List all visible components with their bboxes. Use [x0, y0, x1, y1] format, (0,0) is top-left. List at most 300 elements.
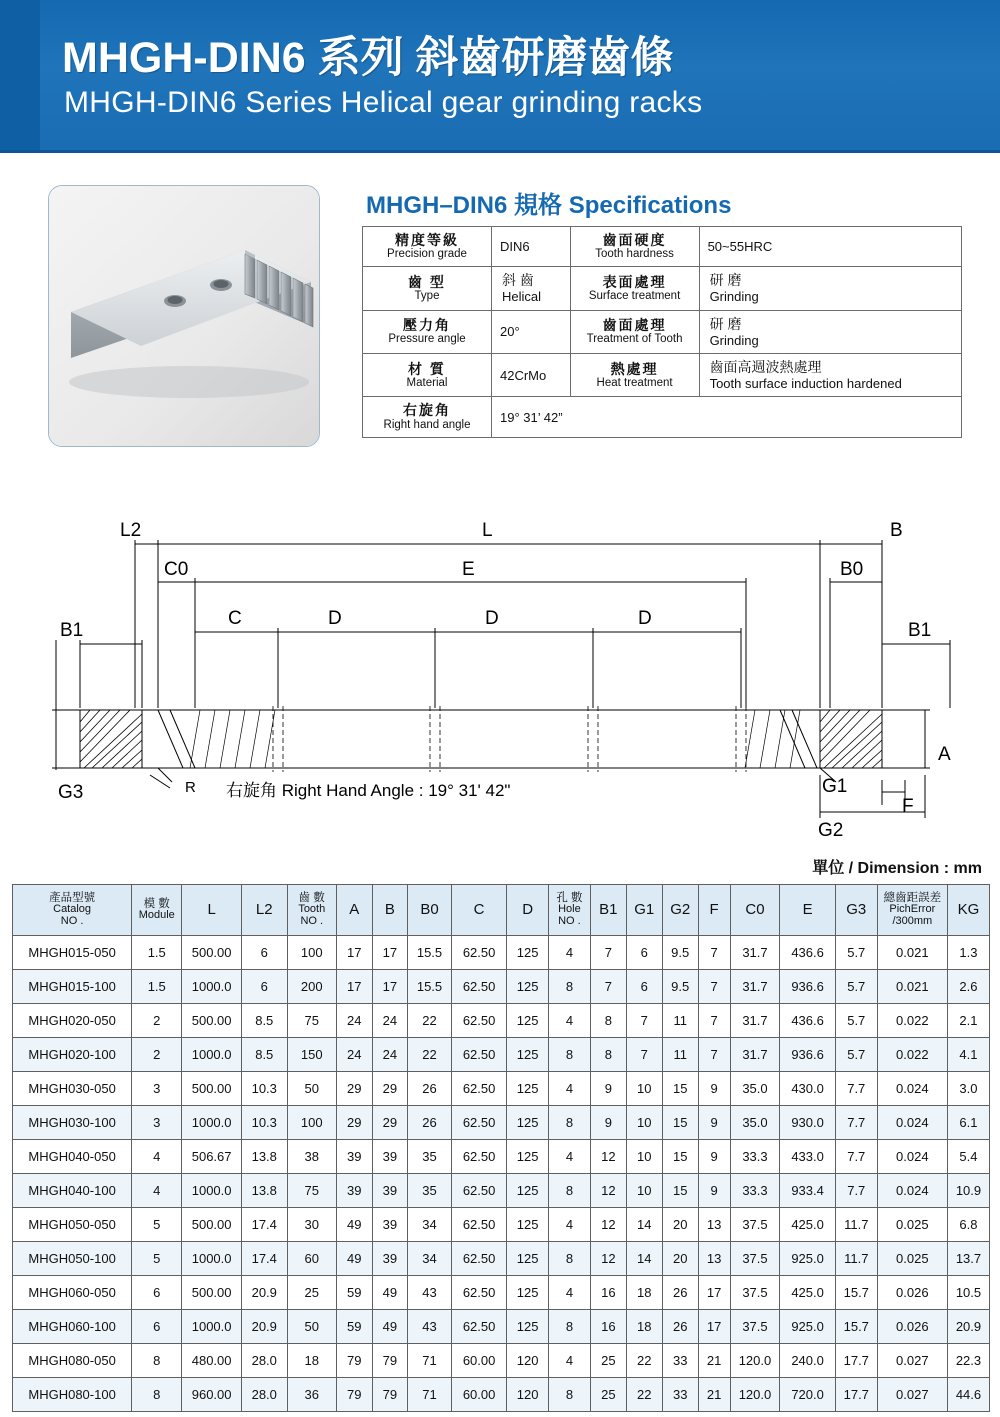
drawing-svg	[30, 520, 980, 860]
cell-d: 125	[507, 1208, 549, 1242]
table-row	[13, 1344, 990, 1378]
cell-hole: 4	[548, 1344, 590, 1378]
th-catalog-no: 產品型號 Catalog NO .	[13, 885, 132, 936]
cell-l2: 6	[241, 970, 287, 1004]
cell-g2: 9.5	[662, 936, 698, 970]
cell-catalog: MHGH050-100	[13, 1242, 132, 1276]
cell-module: 2	[132, 1038, 182, 1072]
cell-g3: 11.7	[835, 1208, 877, 1242]
spec-label-right-angle-cn: 右旋角	[403, 402, 451, 419]
table-row	[13, 1140, 990, 1174]
cell-d: 125	[507, 1038, 549, 1072]
cell-hole: 8	[548, 970, 590, 1004]
cell-kg: 6.8	[947, 1208, 989, 1242]
cell-b0: 43	[408, 1310, 452, 1344]
table-header-row	[13, 885, 990, 936]
cell-c: 62.50	[451, 970, 506, 1004]
cell-g3: 5.7	[835, 1038, 877, 1072]
cell-l2: 13.8	[241, 1174, 287, 1208]
cell-kg: 6.1	[947, 1106, 989, 1140]
spec-label-surface	[570, 267, 699, 310]
cell-g3: 5.7	[835, 936, 877, 970]
cell-e: 720.0	[780, 1378, 835, 1412]
spec-label-heat-cn: 熱處理	[610, 360, 659, 377]
cell-g1: 6	[626, 936, 662, 970]
cell-b: 29	[372, 1106, 408, 1140]
unit-note: 單位 / Dimension : mm	[812, 860, 982, 877]
cell-module: 6	[132, 1310, 182, 1344]
cell-c0: 120.0	[730, 1344, 780, 1378]
drawing-label-b1-left: B1	[60, 620, 84, 641]
cell-tooth: 75	[287, 1174, 336, 1208]
spec-label-type	[363, 267, 492, 310]
cell-b: 29	[372, 1072, 408, 1106]
cell-c0: 37.5	[730, 1276, 780, 1310]
cell-pitch-error: 0.025	[877, 1208, 947, 1242]
cell-b: 17	[372, 970, 408, 1004]
cell-catalog: MHGH030-100	[13, 1106, 132, 1140]
table-row	[13, 1174, 990, 1208]
drawing-label-l2: L2	[120, 520, 142, 541]
cell-g1: 14	[626, 1208, 662, 1242]
cell-tooth: 50	[287, 1072, 336, 1106]
technical-drawing	[30, 520, 980, 860]
cell-g1: 10	[626, 1106, 662, 1140]
cell-e: 930.0	[780, 1106, 835, 1140]
drawing-label-b1-right: B1	[908, 620, 932, 641]
cell-hole: 8	[548, 1038, 590, 1072]
spec-value-surface-cn: 研 磨	[709, 272, 742, 289]
spec-value-right-angle: 19° 31’ 42”	[492, 397, 962, 437]
spec-label-hardness-en: Tooth hardness	[595, 248, 674, 261]
cell-e: 925.0	[780, 1242, 835, 1276]
spec-label-material	[363, 354, 492, 397]
th-module: 模 數 Module	[132, 885, 182, 936]
cell-g2: 33	[662, 1344, 698, 1378]
cell-pitch-error: 0.024	[877, 1106, 947, 1140]
cell-tooth: 150	[287, 1038, 336, 1072]
drawing-label-c0: C0	[164, 559, 189, 580]
th-l2: L2	[241, 885, 287, 936]
table-row	[13, 970, 990, 1004]
cell-b1: 9	[590, 1072, 626, 1106]
specifications-block	[362, 185, 962, 438]
cell-catalog: MHGH020-050	[13, 1004, 132, 1038]
cell-b: 17	[372, 936, 408, 970]
cell-g3: 11.7	[835, 1242, 877, 1276]
cell-c: 62.50	[451, 1038, 506, 1072]
cell-b: 49	[372, 1276, 408, 1310]
cell-l: 500.00	[182, 1072, 242, 1106]
cell-g2: 15	[662, 1106, 698, 1140]
cell-b1: 7	[590, 936, 626, 970]
cell-a: 24	[337, 1038, 373, 1072]
spec-label-pressure	[363, 310, 492, 353]
cell-l: 506.67	[182, 1140, 242, 1174]
cell-e: 936.6	[780, 970, 835, 1004]
cell-c: 62.50	[451, 1208, 506, 1242]
cell-b1: 25	[590, 1344, 626, 1378]
cell-g2: 33	[662, 1378, 698, 1412]
cell-module: 3	[132, 1072, 182, 1106]
cell-pitch-error: 0.022	[877, 1038, 947, 1072]
cell-b0: 43	[408, 1276, 452, 1310]
cell-b1: 16	[590, 1276, 626, 1310]
cell-c0: 35.0	[730, 1106, 780, 1140]
cell-kg: 5.4	[947, 1140, 989, 1174]
cell-g3: 5.7	[835, 970, 877, 1004]
cell-f: 13	[698, 1208, 730, 1242]
cell-c: 62.50	[451, 1106, 506, 1140]
cell-g3: 17.7	[835, 1344, 877, 1378]
cell-a: 17	[337, 970, 373, 1004]
spec-value-type-en: Helical	[502, 289, 542, 305]
cell-hole: 4	[548, 1276, 590, 1310]
table-body	[13, 936, 990, 1412]
th-g3: G3	[835, 885, 877, 936]
drawing-angle-note: 右旋角 Right Hand Angle : 19° 31' 42"	[226, 781, 511, 800]
cell-g1: 22	[626, 1378, 662, 1412]
cell-module: 8	[132, 1378, 182, 1412]
drawing-label-l: L	[482, 520, 493, 541]
cell-d: 125	[507, 1004, 549, 1038]
cell-l2: 13.8	[241, 1140, 287, 1174]
cell-l: 500.00	[182, 1004, 242, 1038]
spec-value-hardness: 50~55HRC	[699, 227, 961, 267]
cell-c0: 35.0	[730, 1072, 780, 1106]
cell-b: 24	[372, 1038, 408, 1072]
cell-hole: 8	[548, 1378, 590, 1412]
cell-module: 3	[132, 1106, 182, 1140]
cell-f: 9	[698, 1072, 730, 1106]
cell-hole: 4	[548, 1072, 590, 1106]
cell-d: 120	[507, 1344, 549, 1378]
cell-e: 425.0	[780, 1276, 835, 1310]
cell-b: 39	[372, 1208, 408, 1242]
cell-f: 17	[698, 1276, 730, 1310]
cell-b0: 71	[408, 1344, 452, 1378]
cell-tooth: 75	[287, 1004, 336, 1038]
spec-value-tooth-treatment	[699, 310, 961, 353]
spec-label-tooth-treatment-cn: 齒面處理	[602, 317, 667, 334]
cell-l: 480.00	[182, 1344, 242, 1378]
spec-label-tooth-treatment	[570, 310, 699, 353]
cell-g1: 14	[626, 1242, 662, 1276]
cell-a: 29	[337, 1106, 373, 1140]
spec-label-type-cn: 齒 型	[408, 273, 446, 290]
spec-row-precision	[363, 227, 962, 267]
cell-b1: 7	[590, 970, 626, 1004]
spec-value-tooth-treatment-en: Grinding	[709, 332, 759, 348]
spec-row-pressure-angle	[363, 310, 962, 353]
cell-catalog: MHGH040-100	[13, 1174, 132, 1208]
th-g1: G1	[626, 885, 662, 936]
cell-kg: 1.3	[947, 936, 989, 970]
cell-d: 125	[507, 1106, 549, 1140]
cell-c0: 31.7	[730, 1038, 780, 1072]
cell-pitch-error: 0.026	[877, 1310, 947, 1344]
cell-l2: 8.5	[241, 1038, 287, 1072]
cell-g2: 11	[662, 1038, 698, 1072]
cell-l: 1000.0	[182, 970, 242, 1004]
cell-g2: 15	[662, 1174, 698, 1208]
spec-value-precision: DIN6	[492, 227, 571, 267]
dimension-table	[12, 884, 990, 1412]
cell-l2: 17.4	[241, 1242, 287, 1276]
cell-a: 79	[337, 1378, 373, 1412]
cell-b0: 22	[408, 1004, 452, 1038]
cell-kg: 10.9	[947, 1174, 989, 1208]
cell-c: 62.50	[451, 1072, 506, 1106]
cell-pitch-error: 0.024	[877, 1072, 947, 1106]
cell-b1: 9	[590, 1106, 626, 1140]
cell-catalog: MHGH015-100	[13, 970, 132, 1004]
cell-hole: 8	[548, 1242, 590, 1276]
cell-c0: 33.3	[730, 1174, 780, 1208]
table-row	[13, 1208, 990, 1242]
cell-f: 7	[698, 936, 730, 970]
cell-b: 79	[372, 1344, 408, 1378]
drawing-label-d3: D	[638, 608, 652, 629]
spec-value-pressure: 20°	[492, 310, 571, 353]
cell-b1: 12	[590, 1242, 626, 1276]
cell-pitch-error: 0.022	[877, 1004, 947, 1038]
cell-g3: 15.7	[835, 1276, 877, 1310]
table-row	[13, 936, 990, 970]
cell-d: 125	[507, 1310, 549, 1344]
cell-d: 125	[507, 1140, 549, 1174]
th-c0: C0	[730, 885, 780, 936]
th-a: A	[337, 885, 373, 936]
cell-d: 125	[507, 1174, 549, 1208]
cell-g1: 7	[626, 1004, 662, 1038]
spec-label-precision-en: Precision grade	[387, 248, 467, 261]
cell-catalog: MHGH080-050	[13, 1344, 132, 1378]
page-header	[0, 0, 1000, 153]
spec-value-type-cn: 斜 齒	[502, 272, 534, 289]
drawing-label-e: E	[462, 559, 475, 580]
cell-b0: 22	[408, 1038, 452, 1072]
product-photo	[48, 185, 320, 447]
cell-f: 21	[698, 1344, 730, 1378]
cell-kg: 4.1	[947, 1038, 989, 1072]
cell-b0: 15.5	[408, 970, 452, 1004]
cell-l2: 10.3	[241, 1072, 287, 1106]
cell-l: 1000.0	[182, 1174, 242, 1208]
cell-g1: 22	[626, 1344, 662, 1378]
cell-pitch-error: 0.025	[877, 1242, 947, 1276]
cell-f: 9	[698, 1174, 730, 1208]
cell-module: 4	[132, 1140, 182, 1174]
cell-c: 62.50	[451, 1140, 506, 1174]
cell-tooth: 38	[287, 1140, 336, 1174]
cell-d: 125	[507, 1072, 549, 1106]
cell-g2: 9.5	[662, 970, 698, 1004]
cell-g1: 10	[626, 1174, 662, 1208]
drawing-label-g3: G3	[58, 782, 84, 803]
table-row	[13, 1310, 990, 1344]
cell-b: 39	[372, 1242, 408, 1276]
cell-kg: 3.0	[947, 1072, 989, 1106]
cell-b1: 12	[590, 1174, 626, 1208]
th-kg: KG	[947, 885, 989, 936]
spec-label-type-en: Type	[414, 289, 440, 302]
spec-value-heat	[699, 354, 961, 397]
cell-c0: 33.3	[730, 1140, 780, 1174]
cell-f: 21	[698, 1378, 730, 1412]
cell-module: 8	[132, 1344, 182, 1378]
cell-catalog: MHGH060-100	[13, 1310, 132, 1344]
spec-value-surface	[699, 267, 961, 310]
cell-tooth: 200	[287, 970, 336, 1004]
spec-title-code: MHGH–DIN6	[366, 192, 508, 219]
cell-b: 39	[372, 1140, 408, 1174]
cell-l: 1000.0	[182, 1038, 242, 1072]
cell-module: 2	[132, 1004, 182, 1038]
spec-label-right-angle	[363, 397, 492, 437]
table-row	[13, 1072, 990, 1106]
cell-b: 79	[372, 1378, 408, 1412]
cell-g3: 7.7	[835, 1072, 877, 1106]
cell-f: 9	[698, 1140, 730, 1174]
cell-b0: 34	[408, 1208, 452, 1242]
cell-g1: 7	[626, 1038, 662, 1072]
cell-g2: 26	[662, 1276, 698, 1310]
cell-g3: 15.7	[835, 1310, 877, 1344]
drawing-label-r: R	[185, 779, 196, 796]
cell-b: 24	[372, 1004, 408, 1038]
cell-b1: 8	[590, 1004, 626, 1038]
cell-a: 49	[337, 1208, 373, 1242]
cell-f: 7	[698, 1038, 730, 1072]
spec-label-material-cn: 材 質	[408, 360, 446, 377]
spec-title-cn: 規格	[514, 192, 563, 219]
cell-c: 62.50	[451, 1004, 506, 1038]
cell-c: 62.50	[451, 1310, 506, 1344]
cell-tooth: 18	[287, 1344, 336, 1378]
cell-l2: 28.0	[241, 1378, 287, 1412]
cell-l2: 10.3	[241, 1106, 287, 1140]
table-row	[13, 1106, 990, 1140]
table-row	[13, 1276, 990, 1310]
cell-catalog: MHGH080-100	[13, 1378, 132, 1412]
cell-l: 1000.0	[182, 1242, 242, 1276]
cell-g1: 18	[626, 1310, 662, 1344]
cell-a: 59	[337, 1310, 373, 1344]
cell-l: 1000.0	[182, 1106, 242, 1140]
cell-b0: 34	[408, 1242, 452, 1276]
cell-e: 436.6	[780, 936, 835, 970]
drawing-label-d2: D	[485, 608, 499, 629]
cell-hole: 4	[548, 1004, 590, 1038]
cell-d: 125	[507, 1242, 549, 1276]
spec-label-heat	[570, 354, 699, 397]
th-f: F	[698, 885, 730, 936]
cell-f: 7	[698, 970, 730, 1004]
cell-l2: 17.4	[241, 1208, 287, 1242]
cell-d: 125	[507, 1276, 549, 1310]
cell-c0: 37.5	[730, 1242, 780, 1276]
cell-pitch-error: 0.021	[877, 936, 947, 970]
page-title-en: MHGH-DIN6 Series Helical gear grinding racks	[64, 86, 703, 119]
table-row	[13, 1378, 990, 1412]
cell-c: 60.00	[451, 1344, 506, 1378]
cell-pitch-error: 0.024	[877, 1174, 947, 1208]
cell-g2: 26	[662, 1310, 698, 1344]
cell-a: 79	[337, 1344, 373, 1378]
cell-d: 125	[507, 936, 549, 970]
cell-l: 1000.0	[182, 1310, 242, 1344]
spec-label-surface-en: Surface treatment	[588, 289, 681, 302]
cell-module: 5	[132, 1242, 182, 1276]
cell-a: 49	[337, 1242, 373, 1276]
th-tooth-no: 齒 數 Tooth NO .	[287, 885, 336, 936]
cell-hole: 8	[548, 1310, 590, 1344]
cell-pitch-error: 0.027	[877, 1378, 947, 1412]
cell-b: 39	[372, 1174, 408, 1208]
cell-e: 433.0	[780, 1140, 835, 1174]
cell-f: 13	[698, 1242, 730, 1276]
spec-label-precision	[363, 227, 492, 267]
cell-l2: 20.9	[241, 1310, 287, 1344]
th-b0: B0	[408, 885, 452, 936]
cell-l: 500.00	[182, 1208, 242, 1242]
cell-b1: 16	[590, 1310, 626, 1344]
cell-kg: 20.9	[947, 1310, 989, 1344]
cell-l2: 28.0	[241, 1344, 287, 1378]
drawing-label-b: B	[890, 520, 903, 541]
cell-hole: 8	[548, 1174, 590, 1208]
th-b: B	[372, 885, 408, 936]
cell-tooth: 50	[287, 1310, 336, 1344]
cell-pitch-error: 0.027	[877, 1344, 947, 1378]
cell-kg: 10.5	[947, 1276, 989, 1310]
cell-c0: 31.7	[730, 936, 780, 970]
spec-label-hardness-cn: 齒面硬度	[602, 232, 667, 248]
cell-g3: 5.7	[835, 1004, 877, 1038]
cell-l2: 6	[241, 936, 287, 970]
cell-e: 430.0	[780, 1072, 835, 1106]
th-e: E	[780, 885, 835, 936]
cell-kg: 2.6	[947, 970, 989, 1004]
cell-e: 936.6	[780, 1038, 835, 1072]
cell-g3: 7.7	[835, 1174, 877, 1208]
cell-module: 1.5	[132, 936, 182, 970]
th-g2: G2	[662, 885, 698, 936]
cell-b1: 12	[590, 1140, 626, 1174]
cell-e: 436.6	[780, 1004, 835, 1038]
spec-label-precision-cn: 精度等級	[395, 232, 459, 248]
cell-e: 933.4	[780, 1174, 835, 1208]
cell-kg: 44.6	[947, 1378, 989, 1412]
cell-pitch-error: 0.021	[877, 970, 947, 1004]
spec-title	[366, 185, 962, 220]
drawing-label-g1: G1	[822, 776, 848, 797]
cell-c: 60.00	[451, 1378, 506, 1412]
cell-b: 49	[372, 1310, 408, 1344]
cell-e: 925.0	[780, 1310, 835, 1344]
cell-a: 29	[337, 1072, 373, 1106]
cell-g3: 7.7	[835, 1140, 877, 1174]
cell-d: 125	[507, 970, 549, 1004]
drawing-label-c: C	[228, 608, 242, 629]
cell-l: 960.00	[182, 1378, 242, 1412]
cell-g2: 11	[662, 1004, 698, 1038]
cell-b0: 26	[408, 1106, 452, 1140]
spec-label-right-angle-en: Right hand angle	[383, 418, 471, 431]
cell-b0: 15.5	[408, 936, 452, 970]
cell-tooth: 36	[287, 1378, 336, 1412]
